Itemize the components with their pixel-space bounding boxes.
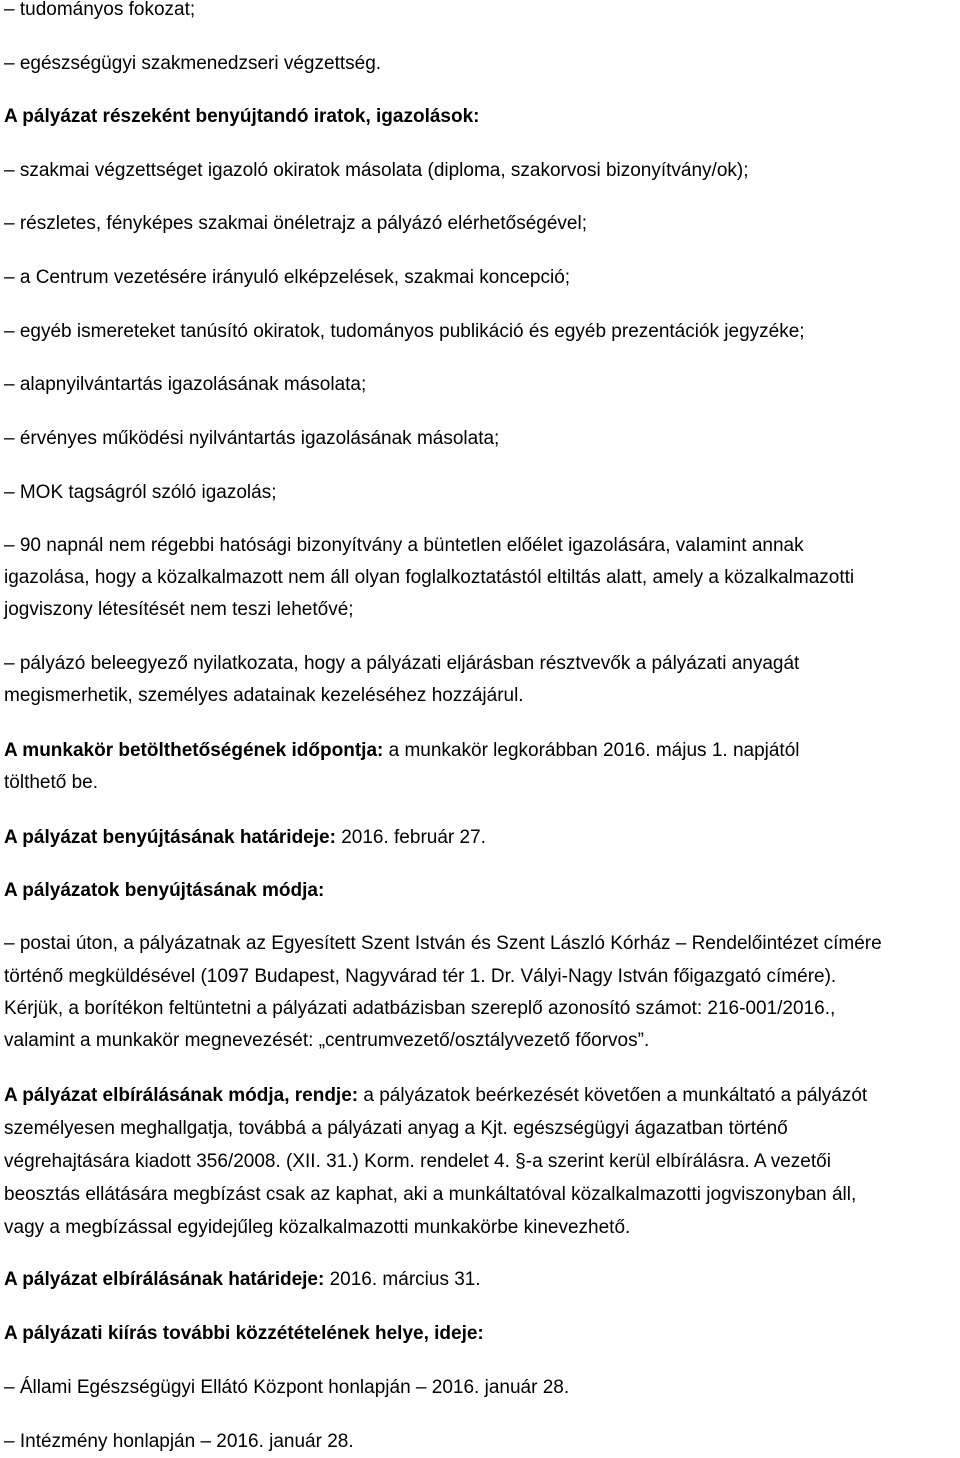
- documents-heading: A pályázat részeként benyújtandó iratok, igazolások:: [4, 106, 480, 127]
- documents-item: – a Centrum vezetésére irányuló elképzelések, szakmai koncepció;: [4, 267, 571, 288]
- evaluation-deadline-label: A pályázat elbírálásának határideje:: [4, 1269, 325, 1290]
- documents-item: – szakmai végzettséget igazoló okiratok másolata (diploma, szakorvosi bizonyítvány/ok);: [4, 160, 749, 181]
- submission-method-line: történő megküldésével (1097 Budapest, Nagyvárad tér 1. Dr. Vályi-Nagy István főigazgató címére).: [4, 966, 837, 987]
- submission-method-line: Kérjük, a borítékon feltüntetni a pályázati adatbázisban szereplő azonosító számot: 216-001/2016.,: [4, 998, 836, 1019]
- documents-item-90days: – 90 napnál nem régebbi hatósági bizonyítvány a büntetlen előélet igazolására, valamint annak: [4, 535, 804, 556]
- evaluation-cont: végrehajtására kiadott 356/2008. (XII. 31.) Korm. rendelet 4. §-a szerint kerül elbírálásra. A vezetői: [4, 1151, 831, 1172]
- documents-item-consent-cont: megismerhetik, személyes adatainak kezeléséhez hozzájárul.: [4, 685, 524, 706]
- evaluation-line: [4, 1080, 957, 1112]
- start-date-line: [4, 735, 957, 767]
- evaluation-deadline-line: [4, 1264, 957, 1296]
- submission-deadline-label: A pályázat benyújtásának határideje:: [4, 827, 336, 848]
- publication-heading: A pályázati kiírás további közzétételének helye, ideje:: [4, 1323, 484, 1344]
- documents-item: – alapnyilvántartás igazolásának másolata;: [4, 374, 367, 395]
- documents-item: – részletes, fényképes szakmai önéletrajz a pályázó elérhetőségével;: [4, 213, 587, 234]
- publication-item: – Intézmény honlapján – 2016. január 28.: [4, 1431, 354, 1452]
- documents-item: – MOK tagságról szóló igazolás;: [4, 482, 277, 503]
- documents-item-consent: – pályázó beleegyező nyilatkozata, hogy a pályázati eljárásban résztvevők a pályázati anyagát: [4, 653, 800, 674]
- documents-item: – érvényes működési nyilvántartás igazolásának másolata;: [4, 428, 500, 449]
- bullet-item: – tudományos fokozat;: [4, 0, 196, 20]
- submission-deadline-line: [4, 822, 957, 854]
- documents-item: – egyéb ismereteket tanúsító okiratok, tudományos publikáció és egyéb prezentációk jegyzéke;: [4, 321, 805, 342]
- documents-item-90days-cont: igazolása, hogy a közalkalmazott nem áll olyan foglalkoztatástól eltiltás alatt, amely a közalkalmazotti: [4, 567, 855, 588]
- evaluation-cont: beosztás ellátására megbízást csak az kaphat, aki a munkáltatóval közalkalmazotti jogviszonyban áll,: [4, 1184, 857, 1205]
- evaluation-cont: személyesen meghallgatja, továbbá a pályázati anyag a Kjt. egészségügyi ágazatban történő: [4, 1118, 788, 1139]
- publication-item: – Állami Egészségügyi Ellátó Központ honlapján – 2016. január 28.: [4, 1377, 570, 1398]
- submission-deadline-value: 2016. február 27.: [335, 827, 486, 848]
- bullet-item: – egészségügyi szakmenedzseri végzettség.: [4, 53, 382, 74]
- submission-method-heading: A pályázatok benyújtásának módja:: [4, 880, 325, 901]
- submission-method-line: valamint a munkakör megnevezését: „centrumvezető/osztályvezető főorvos”.: [4, 1030, 650, 1051]
- evaluation-label: A pályázat elbírálásának módja, rendje:: [4, 1085, 359, 1106]
- documents-item-90days-cont: jogviszony létesítését nem teszi lehetővé;: [4, 599, 354, 620]
- start-date-label: A munkakör betölthetőségének időpontja:: [4, 740, 384, 761]
- submission-method-line: – postai úton, a pályázatnak az Egyesített Szent István és Szent László Kórház – Rendelőintézet címére: [4, 933, 882, 954]
- evaluation-text: a pályázatok beérkezését követően a munkáltató a pályázót: [358, 1085, 868, 1106]
- start-date-cont: tölthető be.: [4, 772, 99, 793]
- evaluation-deadline-value: 2016. március 31.: [324, 1269, 481, 1290]
- evaluation-cont: vagy a megbízással egyidejűleg közalkalmazotti munkakörbe kinevezhető.: [4, 1217, 631, 1238]
- start-date-text: a munkakör legkorábban 2016. május 1. napjától: [383, 740, 800, 761]
